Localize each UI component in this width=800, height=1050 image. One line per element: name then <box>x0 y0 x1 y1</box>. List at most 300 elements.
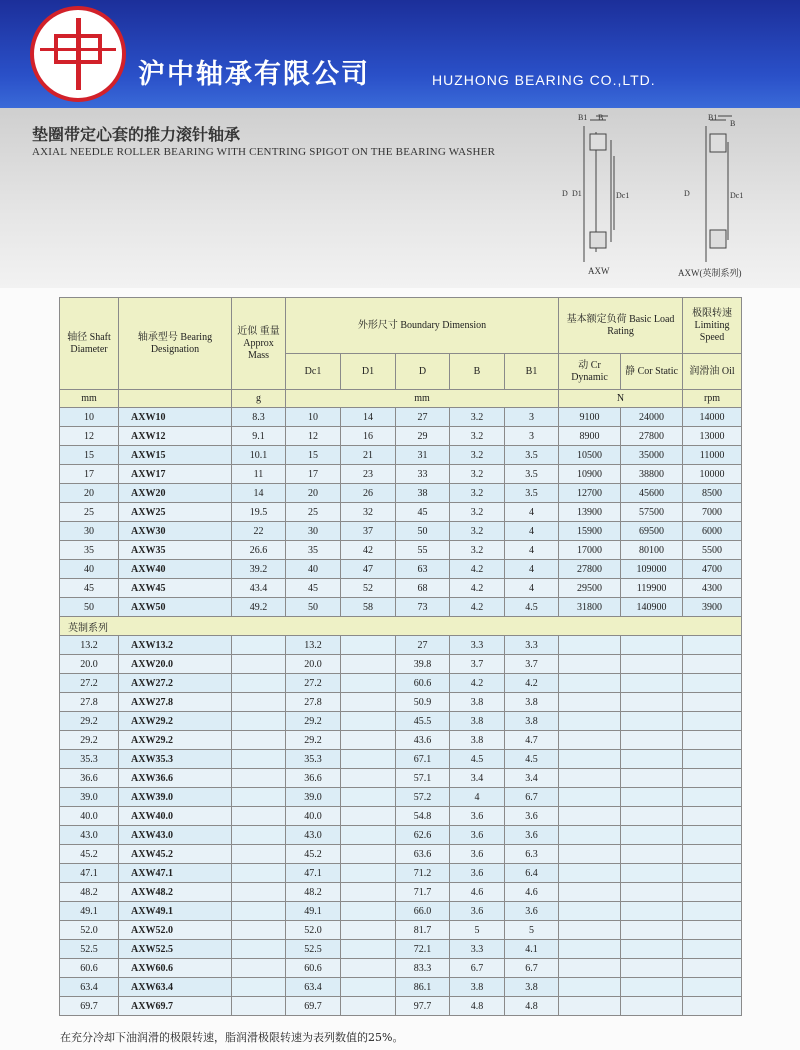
table-cell: 36.6 <box>286 769 341 788</box>
table-cell-empty <box>559 712 621 731</box>
section-title-cn: 垫圈带定心套的推力滚针轴承 <box>32 125 241 144</box>
table-cell-empty <box>621 921 683 940</box>
table-cell: 4.7 <box>505 731 559 750</box>
table-cell: 37 <box>341 522 396 541</box>
table-cell: 5 <box>505 921 559 940</box>
table-cell: 40.0 <box>60 807 119 826</box>
table-cell: 30 <box>286 522 341 541</box>
table-cell: 4 <box>505 560 559 579</box>
table-cell: 3.8 <box>450 978 505 997</box>
table-cell-empty <box>621 636 683 655</box>
table-cell: 39.2 <box>232 560 286 579</box>
label-d: D <box>562 189 568 198</box>
table-cell: 23 <box>341 465 396 484</box>
table-cell-empty <box>621 959 683 978</box>
label-dc1: Dc1 <box>730 191 744 200</box>
table-cell: 60.6 <box>286 959 341 978</box>
table-cell: 21 <box>341 446 396 465</box>
table-cell: 4.8 <box>450 997 505 1016</box>
table-cell: 57.2 <box>396 788 450 807</box>
table-cell-empty <box>559 902 621 921</box>
table-cell-empty <box>683 750 742 769</box>
table-cell: 43.6 <box>396 731 450 750</box>
diagram-axw-inch-drawing <box>670 112 770 267</box>
diagram-axw-inch-caption: AXW(英制系列) <box>678 268 742 278</box>
table-cell: 16 <box>341 427 396 446</box>
table-cell: 3.8 <box>450 693 505 712</box>
table-cell: 52 <box>341 579 396 598</box>
table-cell-empty <box>232 997 286 1016</box>
table-cell-empty <box>683 997 742 1016</box>
table-cell-empty <box>683 674 742 693</box>
table-cell: 80100 <box>621 541 683 560</box>
table-cell: 3.6 <box>450 845 505 864</box>
table-cell: 3.7 <box>505 655 559 674</box>
table-cell: 29.2 <box>60 712 119 731</box>
table-cell: 35 <box>286 541 341 560</box>
table-row <box>60 807 742 826</box>
table-row <box>60 503 742 522</box>
table-cell-empty <box>621 788 683 807</box>
table-cell-empty <box>683 940 742 959</box>
table-cell: 3.4 <box>450 769 505 788</box>
table-cell-empty <box>559 845 621 864</box>
table-cell: 48.2 <box>286 883 341 902</box>
label-b1: B1 <box>578 113 588 122</box>
table-cell: 54.8 <box>396 807 450 826</box>
table-cell: 35000 <box>621 446 683 465</box>
table-cell-empty <box>621 674 683 693</box>
table-cell: 14000 <box>683 408 742 427</box>
table-cell-empty <box>683 921 742 940</box>
table-cell: AXW25 <box>119 503 232 522</box>
table-cell-empty <box>232 788 286 807</box>
table-cell: 3.6 <box>505 902 559 921</box>
table-cell-empty <box>683 655 742 674</box>
th-b: B <box>450 354 505 390</box>
table-row <box>60 940 742 959</box>
table-cell-empty <box>559 731 621 750</box>
table-cell-empty <box>683 864 742 883</box>
table-cell: 97.7 <box>396 997 450 1016</box>
table-cell: 40 <box>60 560 119 579</box>
table-cell: AXW30 <box>119 522 232 541</box>
table-cell-empty <box>559 636 621 655</box>
table-cell: 69.7 <box>60 997 119 1016</box>
table-cell-empty <box>683 845 742 864</box>
table-cell: 27800 <box>621 427 683 446</box>
table-cell-empty <box>621 655 683 674</box>
table-cell-empty <box>621 807 683 826</box>
table-cell: 27 <box>396 408 450 427</box>
table-row <box>60 560 742 579</box>
table-cell-empty <box>341 731 396 750</box>
table-cell: AXW15 <box>119 446 232 465</box>
table-cell: 50 <box>60 598 119 617</box>
table-cell: 4.2 <box>505 674 559 693</box>
table-cell: 43.4 <box>232 579 286 598</box>
table-cell: 13900 <box>559 503 621 522</box>
table-cell: 27.8 <box>60 693 119 712</box>
table-cell: 50.9 <box>396 693 450 712</box>
table-row <box>60 769 742 788</box>
table-cell: 36.6 <box>60 769 119 788</box>
table-cell: 8500 <box>683 484 742 503</box>
table-cell-empty <box>621 940 683 959</box>
table-cell: 57500 <box>621 503 683 522</box>
table-cell: 5500 <box>683 541 742 560</box>
diagram-axw-drawing <box>556 112 656 267</box>
table-cell: 11000 <box>683 446 742 465</box>
table-cell: 119900 <box>621 579 683 598</box>
table-cell: 67.1 <box>396 750 450 769</box>
table-cell: 26.6 <box>232 541 286 560</box>
table-cell: 12 <box>60 427 119 446</box>
table-cell: 3.6 <box>505 826 559 845</box>
table-cell: 3.6 <box>505 807 559 826</box>
table-cell-empty <box>341 636 396 655</box>
table-cell: 48.2 <box>60 883 119 902</box>
table-cell: 20 <box>60 484 119 503</box>
table-cell: 33 <box>396 465 450 484</box>
table-cell: 27.8 <box>286 693 341 712</box>
table-cell: 72.1 <box>396 940 450 959</box>
table-cell: 6000 <box>683 522 742 541</box>
table-cell-empty <box>559 940 621 959</box>
table-cell: 17000 <box>559 541 621 560</box>
table-cell: 3.8 <box>505 712 559 731</box>
table-row <box>60 731 742 750</box>
table-cell: AXW29.2 <box>119 731 232 750</box>
table-cell-empty <box>621 826 683 845</box>
table-cell: 3.8 <box>450 712 505 731</box>
table-row <box>60 674 742 693</box>
table-cell-empty <box>559 674 621 693</box>
table-cell: 3.2 <box>450 465 505 484</box>
table-cell: 47.1 <box>286 864 341 883</box>
table-cell: 68 <box>396 579 450 598</box>
table-cell-empty <box>232 845 286 864</box>
table-cell: 63.4 <box>286 978 341 997</box>
table-cell-empty <box>341 693 396 712</box>
table-row <box>60 788 742 807</box>
table-cell: 3.2 <box>450 427 505 446</box>
th-static: 静 Cor Static <box>621 354 683 390</box>
table-cell-empty <box>232 940 286 959</box>
table-cell: 45.2 <box>60 845 119 864</box>
table-cell: AXW52.0 <box>119 921 232 940</box>
table-cell: 4 <box>505 579 559 598</box>
table-cell: 6.4 <box>505 864 559 883</box>
company-name-cn: 沪中轴承有限公司 <box>138 59 370 90</box>
table-cell: 63 <box>396 560 450 579</box>
table-cell: 71.7 <box>396 883 450 902</box>
th-designation: 轴承型号 Bearing Designation <box>119 298 232 390</box>
table-row <box>60 598 742 617</box>
table-cell: 10 <box>286 408 341 427</box>
th-shaft: 轴径 Shaft Diameter <box>60 298 119 390</box>
table-cell: 66.0 <box>396 902 450 921</box>
table-cell-empty <box>559 693 621 712</box>
table-row <box>60 427 742 446</box>
table-cell-empty <box>559 997 621 1016</box>
table-cell-empty <box>559 864 621 883</box>
table-cell: 4.6 <box>505 883 559 902</box>
table-row <box>60 712 742 731</box>
table-row <box>60 446 742 465</box>
table-cell: 10.1 <box>232 446 286 465</box>
table-cell: 4.2 <box>450 560 505 579</box>
table-cell-empty <box>232 750 286 769</box>
table-cell: 3.7 <box>450 655 505 674</box>
table-cell-empty <box>559 750 621 769</box>
table-cell: 10000 <box>683 465 742 484</box>
table-cell: 29500 <box>559 579 621 598</box>
table-cell-empty <box>683 902 742 921</box>
table-cell-empty <box>232 807 286 826</box>
table-cell: AXW49.1 <box>119 902 232 921</box>
table-cell: 4700 <box>683 560 742 579</box>
table-cell: 12700 <box>559 484 621 503</box>
table-cell-empty <box>341 807 396 826</box>
table-cell-empty <box>683 826 742 845</box>
table-cell: AXW63.4 <box>119 978 232 997</box>
label-b: B <box>598 113 604 122</box>
table-cell: AXW20 <box>119 484 232 503</box>
th-d: D <box>396 354 450 390</box>
table-row <box>60 826 742 845</box>
label-d: D <box>684 189 690 198</box>
table-cell: 49.2 <box>232 598 286 617</box>
table-cell-empty <box>621 997 683 1016</box>
table-row <box>60 845 742 864</box>
table-row <box>60 693 742 712</box>
table-cell: AXW45.2 <box>119 845 232 864</box>
spec-table <box>59 297 742 1016</box>
table-cell: AXW43.0 <box>119 826 232 845</box>
table-cell: AXW17 <box>119 465 232 484</box>
table-cell-empty <box>683 636 742 655</box>
th-oil: 润滑油 Oil <box>683 354 742 390</box>
table-cell: AXW39.0 <box>119 788 232 807</box>
table-cell: 58 <box>341 598 396 617</box>
table-cell: AXW27.8 <box>119 693 232 712</box>
table-cell: 4.2 <box>450 674 505 693</box>
table-cell: 4.2 <box>450 598 505 617</box>
table-cell: 3.2 <box>450 446 505 465</box>
table-cell: 3.6 <box>450 902 505 921</box>
table-cell: 20.0 <box>60 655 119 674</box>
table-cell-empty <box>232 959 286 978</box>
table-cell: 3.3 <box>450 940 505 959</box>
table-cell: 40 <box>286 560 341 579</box>
table-row <box>60 750 742 769</box>
th-b1: B1 <box>505 354 559 390</box>
table-cell: 29.2 <box>286 731 341 750</box>
table-cell: 6.3 <box>505 845 559 864</box>
table-cell: 3.4 <box>505 769 559 788</box>
table-cell-empty <box>232 769 286 788</box>
header-banner <box>0 0 800 108</box>
table-cell: 63.6 <box>396 845 450 864</box>
table-cell: 3.2 <box>450 522 505 541</box>
table-row <box>60 541 742 560</box>
table-row <box>60 978 742 997</box>
table-cell: 31 <box>396 446 450 465</box>
table-cell: 45 <box>60 579 119 598</box>
table-cell-empty <box>683 769 742 788</box>
table-cell: 43.0 <box>60 826 119 845</box>
table-cell-empty <box>341 864 396 883</box>
table-cell: 8900 <box>559 427 621 446</box>
table-cell: 4 <box>505 541 559 560</box>
diagram-axw-caption: AXW <box>588 266 610 276</box>
table-cell: 27 <box>396 636 450 655</box>
table-cell: 45 <box>396 503 450 522</box>
table-cell: 6.7 <box>505 959 559 978</box>
table-cell: 3900 <box>683 598 742 617</box>
table-cell: 3.6 <box>450 807 505 826</box>
table-cell: 55 <box>396 541 450 560</box>
table-cell: 45600 <box>621 484 683 503</box>
footnote: 在充分冷却下油润滑的极限转速，脂润滑极限转速为表列数值的25%。 <box>60 1031 404 1044</box>
th-mass: 近似 重量 Approx Mass <box>232 298 286 390</box>
table-row <box>60 921 742 940</box>
table-cell: 24000 <box>621 408 683 427</box>
table-cell-empty <box>232 731 286 750</box>
table-cell-empty <box>683 883 742 902</box>
table-cell: 140900 <box>621 598 683 617</box>
table-cell-empty <box>232 883 286 902</box>
table-cell: 30 <box>60 522 119 541</box>
table-cell: 50 <box>286 598 341 617</box>
table-cell-empty <box>341 959 396 978</box>
table-cell: 35.3 <box>60 750 119 769</box>
table-cell: 4.1 <box>505 940 559 959</box>
table-cell-empty <box>341 750 396 769</box>
label-b1: B1 <box>708 113 718 122</box>
table-cell: 3.8 <box>505 693 559 712</box>
table-cell: 6.7 <box>505 788 559 807</box>
table-cell: 27.2 <box>286 674 341 693</box>
table-row <box>60 636 742 655</box>
table-cell: AXW36.6 <box>119 769 232 788</box>
table-cell: 47.1 <box>60 864 119 883</box>
table-cell: 15 <box>60 446 119 465</box>
th-speed: 极限转速 Limiting Speed <box>683 298 742 354</box>
table-cell: AXW50 <box>119 598 232 617</box>
table-cell: 60.6 <box>60 959 119 978</box>
table-cell: 4.5 <box>505 750 559 769</box>
table-cell-empty <box>341 883 396 902</box>
table-cell: 49.1 <box>286 902 341 921</box>
table-cell-empty <box>232 864 286 883</box>
table-cell: 25 <box>60 503 119 522</box>
table-cell-empty <box>559 807 621 826</box>
table-cell: 25 <box>286 503 341 522</box>
table-cell-empty <box>559 826 621 845</box>
table-cell-empty <box>621 769 683 788</box>
table-cell: 3.2 <box>450 408 505 427</box>
table-cell: 69500 <box>621 522 683 541</box>
table-cell: AXW40.0 <box>119 807 232 826</box>
table-cell-empty <box>232 978 286 997</box>
table-cell: 4.5 <box>505 598 559 617</box>
table-cell: AXW35 <box>119 541 232 560</box>
label-dc1: Dc1 <box>616 191 630 200</box>
table-cell: AXW20.0 <box>119 655 232 674</box>
table-cell: 32 <box>341 503 396 522</box>
table-row <box>60 883 742 902</box>
table-cell: 15900 <box>559 522 621 541</box>
table-cell-empty <box>559 921 621 940</box>
table-cell: 39.0 <box>286 788 341 807</box>
table-cell: 3.8 <box>450 731 505 750</box>
metric-series-body <box>60 408 742 617</box>
table-cell-empty <box>621 750 683 769</box>
table-cell: 10500 <box>559 446 621 465</box>
unit-load: N <box>559 390 683 408</box>
table-cell: 29 <box>396 427 450 446</box>
table-cell: 63.4 <box>60 978 119 997</box>
table-cell: 20 <box>286 484 341 503</box>
table-cell: AXW35.3 <box>119 750 232 769</box>
table-cell-empty <box>621 883 683 902</box>
table-cell: 7000 <box>683 503 742 522</box>
table-cell: 52.0 <box>286 921 341 940</box>
company-logo <box>30 6 126 102</box>
table-cell: 27.2 <box>60 674 119 693</box>
table-cell: 9100 <box>559 408 621 427</box>
table-cell: 3 <box>505 408 559 427</box>
table-cell: 14 <box>341 408 396 427</box>
table-cell: 20.0 <box>286 655 341 674</box>
table-cell: 3 <box>505 427 559 446</box>
table-cell-empty <box>621 845 683 864</box>
table-cell-empty <box>559 655 621 674</box>
table-cell-empty <box>341 788 396 807</box>
table-cell-empty <box>621 902 683 921</box>
th-load: 基本额定负荷 Basic Load Rating <box>559 298 683 354</box>
table-cell: 47 <box>341 560 396 579</box>
table-cell: 3.6 <box>450 864 505 883</box>
table-cell: 22 <box>232 522 286 541</box>
th-dc1: Dc1 <box>286 354 341 390</box>
table-cell: 4.5 <box>450 750 505 769</box>
table-cell-empty <box>559 959 621 978</box>
table-cell: 17 <box>286 465 341 484</box>
table-cell: 69.7 <box>286 997 341 1016</box>
table-cell: 13.2 <box>60 636 119 655</box>
table-cell: 40.0 <box>286 807 341 826</box>
table-row <box>60 959 742 978</box>
table-cell: 27800 <box>559 560 621 579</box>
table-cell-empty <box>559 978 621 997</box>
th-boundary: 外形尺寸 Boundary Dimension <box>286 298 559 354</box>
table-cell: 45.5 <box>396 712 450 731</box>
table-cell: AXW10 <box>119 408 232 427</box>
table-cell: 38800 <box>621 465 683 484</box>
table-cell: 83.3 <box>396 959 450 978</box>
table-cell: 49.1 <box>60 902 119 921</box>
table-cell: 13000 <box>683 427 742 446</box>
table-cell: AXW27.2 <box>119 674 232 693</box>
table-cell-empty <box>621 731 683 750</box>
table-cell: 4.2 <box>450 579 505 598</box>
table-cell-empty <box>341 712 396 731</box>
table-cell: 29.2 <box>286 712 341 731</box>
table-cell: 50 <box>396 522 450 541</box>
